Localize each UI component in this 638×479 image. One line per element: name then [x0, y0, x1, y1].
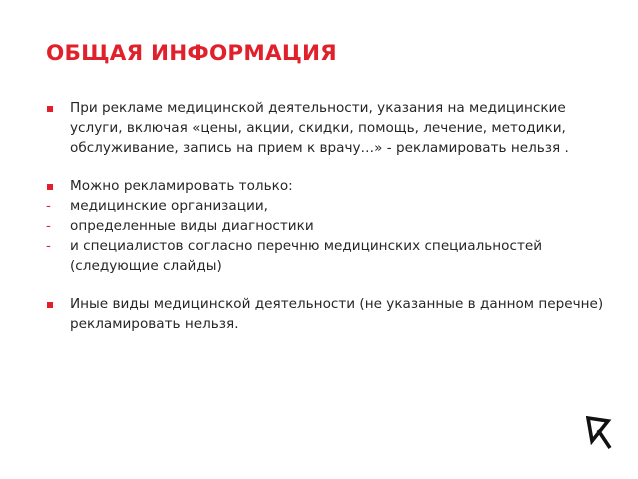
arrow-cursor-logo-icon: [586, 415, 614, 451]
bullet-item: [46, 177, 621, 197]
slide-title: ОБЩАЯ ИНФОРМАЦИЯ: [46, 41, 337, 66]
dash-bullet: -: [46, 198, 51, 215]
dash-item-text: медицинские организации,: [70, 198, 268, 215]
square-bullet-icon: [47, 302, 53, 308]
dash-bullet: -: [46, 217, 51, 234]
dash-item-text: и специалистов согласно перечню медицинских специальностей (следующие слайды): [70, 237, 543, 274]
bullet-item: [46, 99, 621, 158]
dash-item: [46, 237, 621, 277]
bullet-text: Можно рекламировать только:: [70, 178, 293, 195]
square-bullet-icon: [47, 106, 53, 112]
dash-item: [46, 197, 621, 217]
bullet-text: При рекламе медицинской деятельности, указания на медицинские услуги, включая «цены, акции, скидки, помощь, лечение, методики, обслуживание, запись на прием к врачу…» - рекламировать нельзя .: [70, 100, 569, 156]
dash-item: [46, 217, 621, 237]
bullet-text: Иные виды медицинской деятельности (не указанные в данном перечне) рекламировать нельзя.: [70, 296, 604, 333]
dash-bullet: -: [46, 237, 51, 254]
square-bullet-icon: [47, 184, 53, 190]
slide-content: [46, 99, 621, 335]
dash-item-text: определенные виды диагностики: [70, 217, 314, 234]
bullet-item: [46, 295, 621, 335]
